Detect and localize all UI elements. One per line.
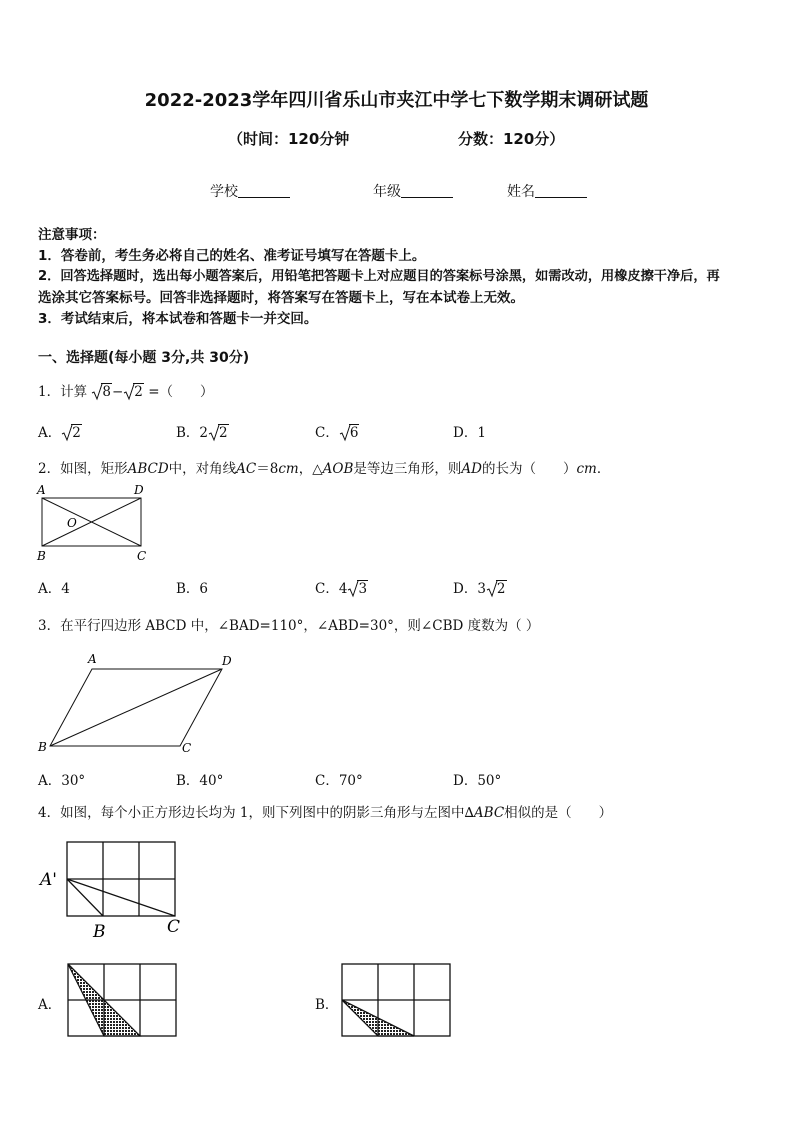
school-blank <box>238 183 290 198</box>
exam-time: （时间：120分钟 <box>228 130 350 148</box>
sqrt-2: 2 <box>123 384 144 400</box>
note-item: 选涂其它答案标号。回答非选择题时，将答案写在答题卡上，写在本试卷上无效。 <box>38 290 524 306</box>
question-4: 4．如图，每个小正方形边长均为 1，则下列图中的阴影三角形与左图中∆ABC相似的是（ ） <box>38 805 613 821</box>
rectangle-figure <box>34 482 154 564</box>
option-b-figure <box>336 958 456 1042</box>
q1-suffix: =（ ） <box>148 384 214 400</box>
radical-icon <box>339 423 351 443</box>
triangle-abc-figure <box>30 830 200 945</box>
radical-icon <box>208 423 220 443</box>
q1-option-d: D．1 <box>453 425 486 441</box>
label-b: B <box>37 549 46 563</box>
option-a-figure <box>62 958 182 1042</box>
note-item: 1．答卷前，考生务必将自己的姓名、准考证号填写在答题卡上。 <box>38 248 426 264</box>
note-item: 3．考试结束后，将本试卷和答题卡一并交回。 <box>38 311 318 327</box>
diagonal-bd <box>50 669 222 746</box>
label-d: D <box>134 483 144 497</box>
name-field <box>507 181 587 201</box>
q2-option-a: A．4 <box>38 581 70 597</box>
label-c: C <box>137 549 147 563</box>
note-item: 2．回答选择题时，选出每小题答案后，用铅笔把答题卡上对应题目的答案标号涂黑，如需改动，用橡皮擦干净后，再 <box>38 269 720 284</box>
q3-option-a: A．30° <box>38 773 86 789</box>
notes-heading: 注意事项： <box>38 227 106 243</box>
sqrt-8: 8 <box>91 384 112 400</box>
page-title: 2022-2023学年四川省乐山市夹江中学七下数学期末调研试题 <box>144 90 649 111</box>
sqrt-2: 2 <box>61 425 82 441</box>
radical-icon <box>486 579 498 599</box>
name-blank <box>535 183 587 198</box>
grid <box>67 842 175 916</box>
sqrt-3: 3 <box>347 581 368 597</box>
q3-option-b: B．40° <box>176 773 224 789</box>
sqrt-2: 2 <box>486 581 507 597</box>
grid <box>342 964 450 1036</box>
sqrt-2: 2 <box>208 425 229 441</box>
label-c: C <box>182 741 192 755</box>
radical-icon <box>347 579 359 599</box>
q1-option-c: C． 6 <box>315 425 359 441</box>
label-d: D <box>222 654 232 668</box>
radical-icon <box>91 382 103 402</box>
grade-field <box>373 181 453 201</box>
q3-option-c: C．70° <box>315 773 363 789</box>
q1-minus: − <box>111 384 124 400</box>
label-a: A <box>37 483 46 497</box>
section-heading: 一、选择题(每小题 3分,共 30分) <box>38 350 250 366</box>
question-1 <box>38 380 214 400</box>
q3-option-d: D．50° <box>453 773 502 789</box>
q1-prefix: 1．计算 <box>38 384 88 400</box>
q2-option-c: C．4 3 <box>315 581 368 597</box>
exam-score: 分数：120分） <box>458 130 565 148</box>
grade-blank <box>401 183 453 198</box>
side-ac <box>67 879 175 916</box>
parallelogram-figure <box>34 648 244 760</box>
grade-label: 年级 <box>373 184 401 200</box>
q2-option-d: D．3 2 <box>453 581 506 597</box>
label-c: C <box>167 917 181 937</box>
label-b: B <box>93 922 106 942</box>
school-label: 学校 <box>210 184 238 200</box>
label-b: B <box>38 740 47 754</box>
label-a-prime: A' <box>40 870 57 890</box>
name-label: 姓名 <box>507 184 535 200</box>
sqrt-6: 6 <box>339 425 360 441</box>
question-3: 3．在平行四边形 ABCD 中，∠BAD=110°，∠ABD=30°，则∠CBD 度数为（ ） <box>38 618 540 634</box>
school-field <box>210 181 290 201</box>
label-o: O <box>67 516 77 530</box>
q4-option-a: A． <box>38 997 62 1013</box>
q2-option-b: B．6 <box>176 581 209 597</box>
q1-option-a: A． 2 <box>38 425 81 441</box>
q1-option-b: B．2 2 <box>176 425 228 441</box>
radical-icon <box>61 423 73 443</box>
q4-option-b: B． <box>315 997 339 1013</box>
label-a: A <box>88 652 97 666</box>
question-2: 2．如图，矩形ABCD中，对角线AC＝8cm，△AOB是等边三角形，则AD的长为（ ）cm． <box>38 461 611 477</box>
radical-icon <box>123 382 135 402</box>
